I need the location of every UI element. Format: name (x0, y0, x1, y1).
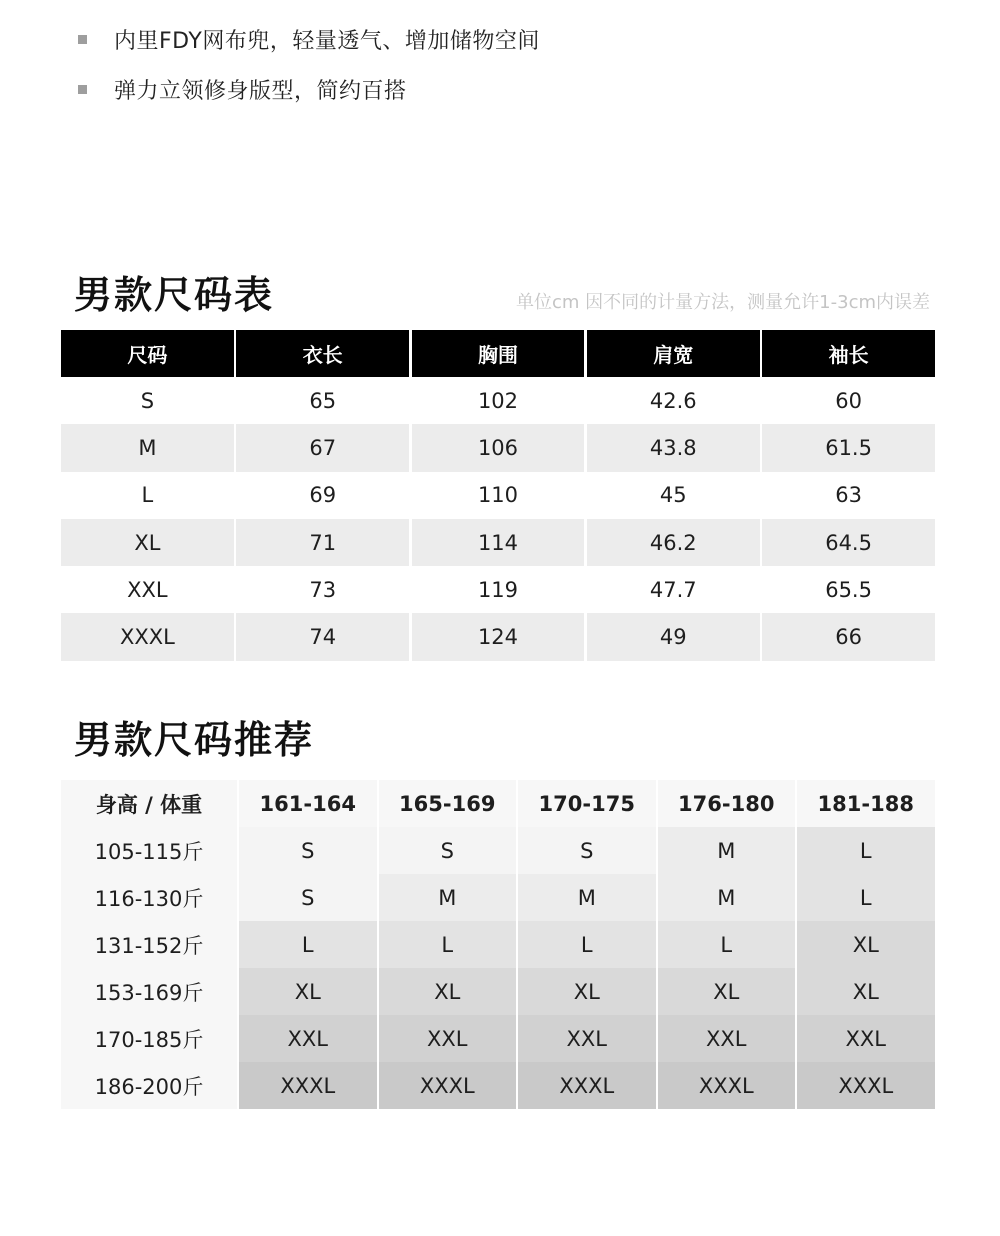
recommended-size-cell: XXL (518, 1015, 656, 1062)
recommended-size-cell: XL (797, 968, 935, 1015)
table-cell: 71 (236, 519, 409, 566)
feature-text: 内里FDY网布兜，轻量透气、增加储物空间 (114, 28, 540, 54)
recommended-size-cell: XXL (239, 1015, 377, 1062)
corner-label: 身高 / 体重 (61, 780, 237, 827)
table-cell: 102 (412, 377, 585, 424)
size-recommend-table (61, 780, 935, 1109)
feature-item (78, 64, 958, 114)
header-cell: 胸围 (412, 330, 585, 377)
table-cell: 119 (412, 566, 585, 613)
table-row (61, 566, 935, 613)
recommended-size-cell: L (518, 921, 656, 968)
table-row (61, 613, 935, 660)
table-row (61, 968, 935, 1015)
weight-label-cell: 153-169斤 (61, 968, 237, 1015)
table-row (61, 472, 935, 519)
feature-item (78, 14, 958, 64)
table-cell: 66 (762, 613, 935, 660)
table-cell: 106 (412, 424, 585, 471)
recommended-size-cell: M (658, 827, 796, 874)
recommended-size-cell: XXXL (518, 1062, 656, 1109)
recommended-size-cell: M (658, 874, 796, 921)
recommend-body (61, 827, 935, 1109)
table-cell: 65.5 (762, 566, 935, 613)
table-cell: 124 (412, 613, 585, 660)
table-cell: 67 (236, 424, 409, 471)
height-header-cell: 181-188 (797, 780, 935, 827)
recommended-size-cell: XL (379, 968, 517, 1015)
feature-list (78, 14, 958, 114)
recommended-size-cell: XXXL (239, 1062, 377, 1109)
table-cell: L (61, 472, 234, 519)
recommended-size-cell: XL (239, 968, 377, 1015)
height-header-cell: 170-175 (518, 780, 656, 827)
recommended-size-cell: S (239, 827, 377, 874)
table-cell: 63 (762, 472, 935, 519)
recommended-size-cell: XXXL (797, 1062, 935, 1109)
feature-text: 弹力立领修身版型，简约百搭 (114, 78, 407, 104)
table-cell: 74 (236, 613, 409, 660)
recommended-size-cell: XL (658, 968, 796, 1015)
table-cell: 61.5 (762, 424, 935, 471)
size-chart-title: 男款尺码表 (74, 273, 275, 317)
table-cell: XL (61, 519, 234, 566)
square-bullet-icon (78, 85, 87, 94)
table-cell: M (61, 424, 234, 471)
table-row (61, 377, 935, 424)
table-cell: 43.8 (587, 424, 760, 471)
height-header-cell: 161-164 (239, 780, 377, 827)
table-cell: 64.5 (762, 519, 935, 566)
unit-note: 单位cm 因不同的计量方法，测量允许1-3cm内误差 (516, 292, 930, 313)
recommended-size-cell: M (518, 874, 656, 921)
table-row (61, 519, 935, 566)
recommend-header-row (61, 780, 935, 827)
table-cell: 47.7 (587, 566, 760, 613)
size-chart-header-row (61, 330, 935, 377)
weight-label-cell: 131-152斤 (61, 921, 237, 968)
square-bullet-icon (78, 35, 87, 44)
header-cell: 肩宽 (587, 330, 760, 377)
table-cell: XXL (61, 566, 234, 613)
recommended-size-cell: L (658, 921, 796, 968)
size-chart-table (61, 330, 935, 661)
recommended-size-cell: XXL (658, 1015, 796, 1062)
recommended-size-cell: L (797, 827, 935, 874)
recommended-size-cell: XXXL (379, 1062, 517, 1109)
table-row (61, 921, 935, 968)
weight-label-cell: 186-200斤 (61, 1062, 237, 1109)
recommended-size-cell: XL (518, 968, 656, 1015)
table-row (61, 1015, 935, 1062)
recommended-size-cell: XXL (797, 1015, 935, 1062)
recommended-size-cell: S (239, 874, 377, 921)
table-cell: 65 (236, 377, 409, 424)
recommended-size-cell: M (379, 874, 517, 921)
recommended-size-cell: L (239, 921, 377, 968)
recommended-size-cell: S (518, 827, 656, 874)
table-cell: 45 (587, 472, 760, 519)
table-row (61, 1062, 935, 1109)
table-row (61, 827, 935, 874)
table-cell: 110 (412, 472, 585, 519)
size-recommend-title: 男款尺码推荐 (74, 718, 315, 762)
recommended-size-cell: XXXL (658, 1062, 796, 1109)
height-header-cell: 176-180 (658, 780, 796, 827)
table-row (61, 424, 935, 471)
table-cell: XXXL (61, 613, 234, 660)
table-cell: S (61, 377, 234, 424)
recommended-size-cell: L (379, 921, 517, 968)
recommended-size-cell: XXL (379, 1015, 517, 1062)
weight-label-cell: 170-185斤 (61, 1015, 237, 1062)
recommended-size-cell: L (797, 874, 935, 921)
table-cell: 114 (412, 519, 585, 566)
table-cell: 69 (236, 472, 409, 519)
table-cell: 46.2 (587, 519, 760, 566)
header-cell: 衣长 (236, 330, 409, 377)
table-row (61, 874, 935, 921)
header-cell: 尺码 (61, 330, 234, 377)
weight-label-cell: 105-115斤 (61, 827, 237, 874)
table-cell: 73 (236, 566, 409, 613)
header-cell: 袖长 (762, 330, 935, 377)
table-cell: 49 (587, 613, 760, 660)
recommended-size-cell: S (379, 827, 517, 874)
table-cell: 42.6 (587, 377, 760, 424)
table-cell: 60 (762, 377, 935, 424)
height-header-cell: 165-169 (379, 780, 517, 827)
weight-label-cell: 116-130斤 (61, 874, 237, 921)
recommended-size-cell: XL (797, 921, 935, 968)
